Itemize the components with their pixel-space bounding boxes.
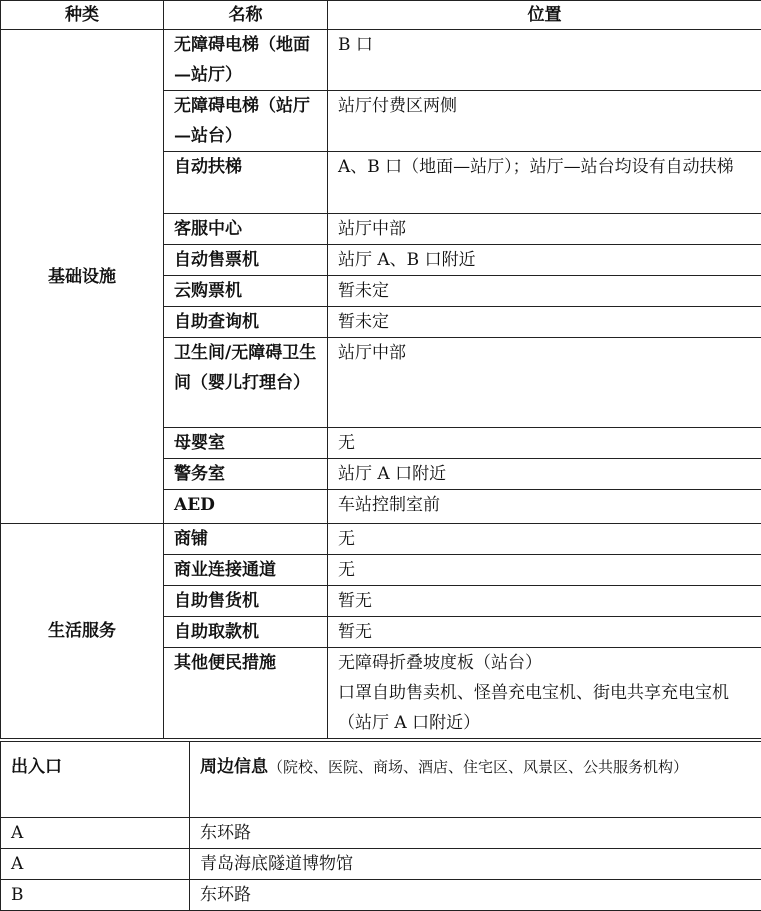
facility-name: 客服中心 [164, 214, 328, 245]
facility-location: 无 [328, 555, 761, 586]
facility-name: 商业连接通道 [164, 555, 328, 586]
facility-name: 警务室 [164, 459, 328, 490]
facility-location: 无 [328, 524, 761, 555]
table-row [1, 524, 761, 555]
category-basic-facilities: 基础设施 [1, 30, 164, 524]
facility-name: 商铺 [164, 524, 328, 555]
facility-location: 暂无 [328, 586, 761, 617]
facility-location: 暂未定 [328, 307, 761, 338]
facility-location: A、B 口（地面—站厅）；站厅—站台均设有自动扶梯 [328, 152, 761, 214]
facility-name: 无障碍电梯（站厅—站台） [164, 91, 328, 152]
exit-cell: A [1, 818, 190, 849]
facility-name: AED [164, 490, 328, 524]
facility-name: 自助取款机 [164, 617, 328, 648]
facility-location: 暂无 [328, 617, 761, 648]
exit-cell: B [1, 880, 190, 911]
entrance-table [0, 741, 761, 911]
info-cell: 东环路 [190, 818, 761, 849]
table-row [1, 880, 761, 911]
header-surroundings [190, 742, 761, 818]
facility-name: 母婴室 [164, 428, 328, 459]
category-life-services: 生活服务 [1, 524, 164, 739]
table-row [1, 818, 761, 849]
facility-name: 自动扶梯 [164, 152, 328, 214]
facility-location: 站厅中部 [328, 338, 761, 428]
facility-name: 云购票机 [164, 276, 328, 307]
header-exit: 出入口 [1, 742, 190, 818]
header-surroundings-main: 周边信息 [200, 757, 268, 777]
facility-name: 其他便民措施 [164, 648, 328, 739]
facility-location: 暂未定 [328, 276, 761, 307]
facility-name: 自助售货机 [164, 586, 328, 617]
facility-location: 站厅中部 [328, 214, 761, 245]
facility-location: 站厅付费区两侧 [328, 91, 761, 152]
facility-name: 卫生间/无障碍卫生间（婴儿打理台） [164, 338, 328, 428]
location-line: 口罩自助售卖机、怪兽充电宝机、街电共享充电宝机（站厅 A 口附近） [338, 683, 729, 733]
facility-name: 自助查询机 [164, 307, 328, 338]
facility-name: 无障碍电梯（地面—站厅） [164, 30, 328, 91]
header-name: 名称 [164, 1, 328, 30]
info-cell: 青岛海底隧道博物馆 [190, 849, 761, 880]
header-category: 种类 [1, 1, 164, 30]
facility-header-row [1, 1, 761, 30]
location-line: 无障碍折叠坡度板（站台） [338, 653, 542, 673]
facility-location: B 口 [328, 30, 761, 91]
exit-cell: A [1, 849, 190, 880]
info-cell: 东环路 [190, 880, 761, 911]
entrance-header-row [1, 742, 761, 818]
facility-location-multiline [328, 648, 761, 739]
facility-location: 站厅 A、B 口附近 [328, 245, 761, 276]
table-row [1, 30, 761, 91]
table-row [1, 849, 761, 880]
header-location: 位置 [328, 1, 761, 30]
header-surroundings-note: （院校、医院、商场、酒店、住宅区、风景区、公共服务机构） [268, 758, 689, 776]
facility-name: 自动售票机 [164, 245, 328, 276]
facility-location: 站厅 A 口附近 [328, 459, 761, 490]
facility-location: 车站控制室前 [328, 490, 761, 524]
facility-location: 无 [328, 428, 761, 459]
